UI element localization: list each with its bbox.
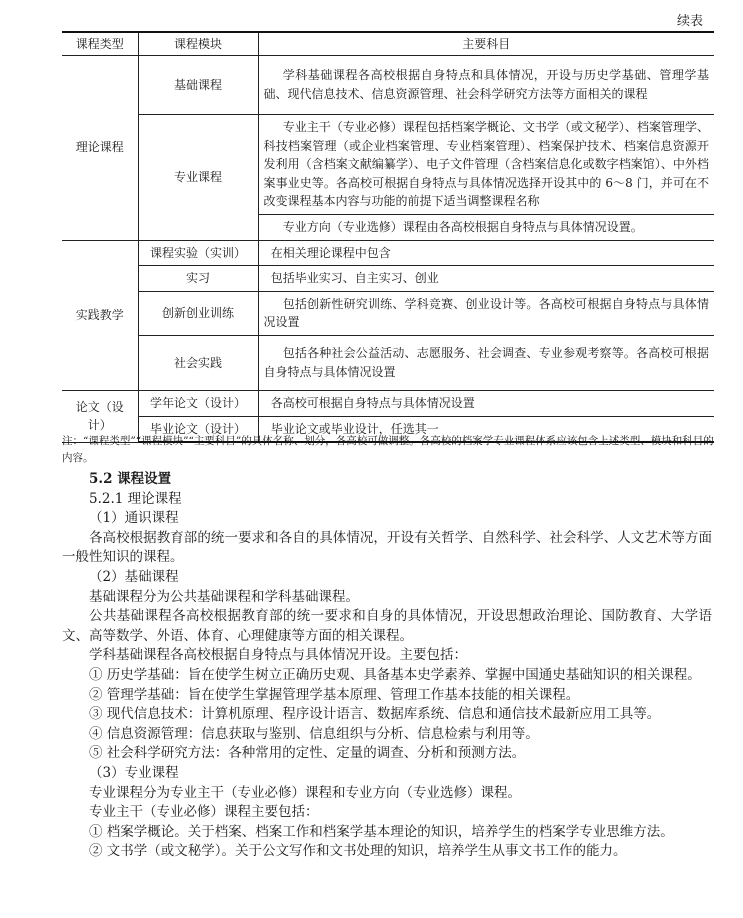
category-thesis: 论文（设计） (62, 390, 138, 442)
header-course-module: 课程模块 (138, 32, 258, 56)
table-row (62, 266, 714, 292)
list-item: ① 档案学概论。关于档案、档案工作和档案学基本理论的知识，培养学生的档案学专业思维方法。 (89, 823, 674, 840)
table-row (62, 335, 714, 390)
list-item: ⑤ 社会科学研究方法：各种常用的定性、定量的调查、分析和预测方法。 (89, 745, 526, 762)
module-major: 专业课程 (138, 115, 258, 241)
subjects-innovation: 包括创新性研究训练、学科竞赛、创业设计等。各高校可根据自身特点与具体情况设置 (258, 291, 714, 335)
module-internship: 实习 (138, 266, 258, 292)
paragraph: 各高校根据教育部的统一要求和各自的具体情况，开设有关哲学、自然科学、社会科学、人文艺术等方面一般性知识的课程。 (62, 529, 712, 566)
table-note: 注：“课程类型”“课程模块”“主要科目”的具体名称、划分，各高校可做调整。各高校的档案学专业课程体系应该包含上述类型、模块和科目的内容。 (62, 435, 714, 464)
subjects-basic: 学科基础课程各高校根据自身特点和具体情况，开设与历史学基础、管理学基础、现代信息技术、信息资源管理、社会科学研究方法等方面相关的课程 (258, 56, 714, 115)
list-item: ② 管理学基础：旨在使学生掌握管理学基本原理、管理工作基本技能的相关课程。 (89, 686, 580, 703)
paragraph: （2）基础课程 (89, 568, 179, 585)
table-header-row (62, 32, 714, 56)
table-row (62, 390, 714, 416)
paragraph: （1）通识课程 (89, 510, 179, 527)
subjects-major-elective: 专业方向（专业选修）课程由各高校根据自身特点与具体情况设置。 (258, 214, 714, 240)
continued-label: 续表 (676, 14, 703, 29)
paragraph: 专业课程分为专业主干（专业必修）课程和专业方向（专业选修）课程。 (89, 784, 521, 801)
paragraph: 基础课程分为公共基础课程和学科基础课程。 (89, 588, 359, 605)
subjects-internship: 包括毕业实习、自主实习、创业 (258, 266, 714, 292)
subjects-graduation-thesis: 毕业论文或毕业设计，任选其一 (258, 416, 714, 442)
module-social-practice: 社会实践 (138, 335, 258, 390)
paragraph: 专业主干（专业必修）课程主要包括： (89, 804, 319, 821)
module-basic: 基础课程 (138, 56, 258, 115)
list-item: ③ 现代信息技术：计算机原理、程序设计语言、数据库系统、信息和通信技术最新应用工具等。 (89, 706, 661, 723)
subjects-major-core: 专业主干（专业必修）课程包括档案学概论、文书学（或文秘学）、档案管理学、科技档案管理（或企业档案管理、专业档案管理）、档案保护技术、档案信息资源开发利用（含档案文献编纂学）、电子文件管理（含档案信息化或数字档案馆）、中外档案事业史等。各高校可根据自身特点与具体情况选择开设其中的 6～8 门，并可在不改变课程基本内容与功能的前提下适当调整课程名称 (258, 115, 714, 215)
section-heading-5-2: 5.2 课程设置 (89, 471, 172, 487)
subsection-heading-5-2-1: 5.2.1 理论课程 (89, 490, 182, 507)
subjects-experiment: 在相关理论课程中包含 (258, 240, 714, 266)
table-row (62, 56, 714, 115)
paragraph: 公共基础课程各高校根据教育部的统一要求和自身的具体情况，开设思想政治理论、国防教育、大学语文、高等数学、外语、体育、心理健康等方面的相关课程。 (62, 608, 712, 644)
table-row (62, 240, 714, 266)
module-graduation-thesis: 毕业论文（设计） (138, 416, 258, 442)
category-practice: 实践教学 (62, 240, 138, 390)
list-item: ② 文书学（或文秘学）。关于公文写作和文书处理的知识，培养学生从事文书工作的能力。 (89, 843, 627, 860)
subjects-term-paper: 各高校可根据自身特点与具体情况设置 (258, 390, 714, 416)
paragraph: （3）专业课程 (89, 764, 179, 781)
table-row (62, 115, 714, 215)
list-item: ① 历史学基础：旨在使学生树立正确历史观、具备基本史学素养、掌握中国通史基础知识的相关课程。 (89, 666, 701, 683)
table-row (62, 291, 714, 335)
curriculum-table (62, 31, 714, 443)
paragraph: 学科基础课程各高校根据自身特点与具体情况开设。主要包括： (89, 647, 467, 664)
header-main-subjects: 主要科目 (258, 32, 714, 56)
module-innovation: 创新创业训练 (138, 291, 258, 335)
header-course-type: 课程类型 (62, 32, 138, 56)
subjects-social-practice: 包括各种社会公益活动、志愿服务、社会调查、专业参观考察等。各高校可根据自身特点与具体情况设置 (258, 335, 714, 390)
module-experiment: 课程实验（实训） (138, 240, 258, 266)
module-term-paper: 学年论文（设计） (138, 390, 258, 416)
category-theory: 理论课程 (62, 56, 138, 241)
body-text (62, 470, 712, 862)
list-item: ④ 信息资源管理：信息获取与鉴别、信息组织与分析、信息检索与利用等。 (89, 725, 539, 742)
